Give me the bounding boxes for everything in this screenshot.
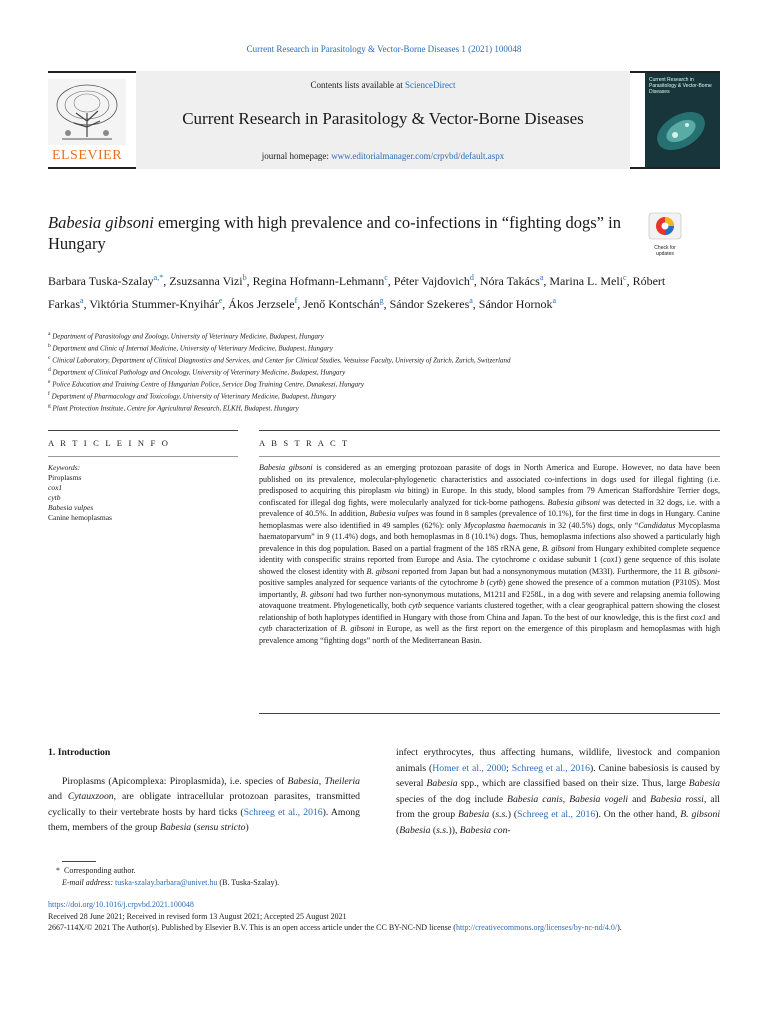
contents-prefix: Contents lists available at xyxy=(310,80,405,90)
footnote-symbol: * xyxy=(56,866,60,875)
footnote-rule xyxy=(62,861,96,862)
author-affiliation-mark[interactable]: a xyxy=(539,273,544,282)
author-affiliation-mark[interactable]: d xyxy=(469,273,474,282)
author-affiliation-mark[interactable]: c xyxy=(623,273,627,282)
author-name[interactable]: Barbara Tuska-Szalay xyxy=(48,274,154,288)
received-dates: Received 28 June 2021; Received in revised form 13 August 2021; Accepted 25 August 2021 xyxy=(48,911,347,921)
abstract-rule xyxy=(259,430,720,431)
affiliation-item: $^g$ Plant Protection Institute, Centre for Agricultural Research, ELKH, Budapest, Hungary xyxy=(48,402,299,412)
keywords-list xyxy=(48,473,238,523)
cover-art-icon xyxy=(645,73,720,167)
email-label: E-mail address: xyxy=(62,878,114,887)
author-name[interactable]: Marina L. Meli xyxy=(549,274,624,288)
affiliation-item: $^d$ Department of Clinical Pathology and Oncology, University of Veterinary Medicine, Budapest, Hungary xyxy=(48,366,346,377)
title-rest: emerging with high prevalence and co-infections in “fighting dogs” in Hungary xyxy=(48,213,621,253)
affiliation-mark: e xyxy=(48,378,51,385)
contents-line xyxy=(136,80,630,90)
sciencedirect-link[interactable]: ScienceDirect xyxy=(405,80,456,90)
abstract-heading: A B S T R A C T xyxy=(259,438,350,448)
author-affiliation-mark[interactable]: b xyxy=(242,273,247,282)
title-genus-species: Babesia gibsoni xyxy=(48,213,154,232)
copyright-suffix: ). xyxy=(617,923,622,932)
author-name[interactable]: Regina Hofmann-Lehmann xyxy=(252,274,385,288)
license-link[interactable]: http://creativecommons.org/licenses/by-nc-nd/4.0/ xyxy=(455,923,618,932)
journal-title[interactable]: Current Research in Parasitology & Vector-Borne Diseases xyxy=(182,109,584,128)
corresponding-label: Corresponding author. xyxy=(64,866,136,875)
affiliation-mark: g xyxy=(48,402,51,409)
author-name[interactable]: Jenő Kontschán xyxy=(303,297,380,311)
keyword: cytb xyxy=(48,493,61,502)
affiliation-mark: f xyxy=(48,390,50,397)
keyword: Canine hemoplasmas xyxy=(48,513,112,522)
author-list: Barbara Tuska-Szalay$^{a,*}$, Zsuzsanna Vizi$^b$, Regina Hofmann-Lehmann$^c$, Péter Vajdovich$^d$, Nóra Takács$^a$, Marina L. Meli$^c$, Róbert Farkas$^a$, Viktória Stummer-Knyihár$^e$, Ákos Jerzsele$^f$, Jenő Kontschán$^g$, Sándor Szekeres$^a$, Sándor Hornok$^a$ xyxy=(48,273,666,311)
affiliation-mark: c xyxy=(48,354,51,361)
article-info-rule xyxy=(48,430,238,431)
crossmark-label: Check for updates xyxy=(654,245,676,257)
reference-link[interactable]: Schreeg et al., 2016 xyxy=(511,762,590,774)
author-affiliation-mark[interactable]: g xyxy=(379,296,384,305)
footnotes xyxy=(48,865,728,889)
affiliation-mark: a xyxy=(48,331,51,337)
keyword: Piroplasms xyxy=(48,473,82,482)
affiliation-item: $^a$ Department of Parasitology and Zoology, University of Veterinary Medicine, Budapest, Hungary xyxy=(48,331,324,341)
affiliation-mark: d xyxy=(48,366,51,373)
elsevier-logo[interactable] xyxy=(48,77,126,165)
affiliation-item: $^c$ Clinical Laboratory, Department of Clinical Diagnostics and Services, and Center for Clinical Studies, Vetsuisse Faculty, University of Zurich, Zurich, Switzerland xyxy=(48,354,511,365)
keywords-box xyxy=(48,463,238,523)
journal-masthead xyxy=(48,71,720,169)
keywords-label: Keywords: xyxy=(48,463,81,472)
author-affiliation-mark[interactable]: c xyxy=(384,273,388,282)
abstract-text: Babesia gibsoni is considered as an emerging protozoan parasite of dogs in North America and Europe. However, no data have been published on its prevalence, molecular-phylogenetic characteristics and associated co-infections in dogs used for illegal fighting (i.e. predisposed to acquiring this piroplasm via biting) in Europe. In this study, blood samples from 79 American Staffordshire Terrier dogs, confiscated for illegal dog fights, were molecularly analyzed for tick-borne pathogens. Babesia gibsoni was detected in 32 dogs, i.e. with a prevalence of 40.5%. In addition, Babesia vulpes was found in 8 samples (prevalence of 10.1%), for the first time in dogs in Hungary. Canine hemoplasmas were also identified in 49 samples (62%): only Mycoplasma haemocanis in 32 (40.5%) dogs, only “Candidatus Mycoplasma haematoparvum” in 9 (11.4%) dogs, and both hemoplasmas in 8 (10.1%) dogs. Thus, hemoplasma infections also showed a particularly high prevalence in this dog population. Based on a partial fragment of the 18S rRNA gene, B. gibsoni from Hungary exhibited complete sequence identity with conspecific strains reported from Europe and Asia. The cytochrome c oxidase subunit 1 (cox1) gene sequence of this isolate showed the closest identity with B. gibsoni reported from Japan but had a nonsynonymous mutation (M33I). Furthermore, the 11 B. gibsoni-positive samples analyzed for sequence variants of the cytochrome b (cytb) gene showed the presence of a common mutation (P310S). Most importantly, B. gibsoni had two further non-synonymous mutations, M121I and F258L, in a dog with severe and relapsing anemia following atovaquone treatment. Phylogenetically, both cytb sequence variants clustered together, with a clear geographical pattern showing the closest relationship of both haplotypes identified in Hungary with those from China and Japan. To the best of our knowledge, this is the first cox1 and cytb characterization of B. gibsoni in Europe, as well as the first report on the emergence of this piroplasm and hemoplasmas with high prevalence among “fighting dogs” north of the Mediterranean Basin. xyxy=(259,463,721,645)
affiliation-item: $^f$ Department of Pharmacology and Toxicology, University of Veterinary Medicine, Budapest, Hungary xyxy=(48,390,336,400)
author-affiliation-mark[interactable]: a xyxy=(80,296,84,305)
author-affiliation-mark[interactable]: a xyxy=(469,296,473,305)
abstract-inner-rule xyxy=(259,456,720,457)
introduction-paragraph: Piroplasms (Apicomplexa: Piroplasmida), i.e. species of Babesia, Theileria and Cytauxzoon, are obligate intracellular protozoan parasites, transmitted cyclically to their vertebrate hosts by hard ticks (Schreeg et al., 2016). Among them, members of the group Babesia (sensu stricto) xyxy=(48,775,360,833)
keywords-rule xyxy=(48,456,238,457)
keyword: Babesia vulpes xyxy=(48,503,94,512)
copyright-text: 2667-114X/© 2021 The Author(s). Published by Elsevier B.V. This is an open access article under the CC BY-NC-ND license ( xyxy=(48,923,456,932)
author-affiliation-mark[interactable]: e xyxy=(218,296,223,305)
author-name[interactable]: Sándor Szekeres xyxy=(389,297,470,311)
affiliation-item: $^e$ Police Education and Training Centre of Hungarian Police, Service Dog Training Centre, Dunakeszi, Hungary xyxy=(48,378,364,389)
author-name[interactable]: Nóra Takács xyxy=(479,274,540,288)
abstract-bottom-rule xyxy=(259,713,720,714)
homepage-link[interactable]: www.editorialmanager.com/crpvbd/default.aspx xyxy=(331,151,505,161)
reference-link[interactable]: Schreeg et al., 2016 xyxy=(517,809,596,820)
keyword: cox1 xyxy=(48,483,63,492)
affiliation-list xyxy=(48,330,728,413)
homepage-prefix: journal homepage: xyxy=(261,151,332,161)
running-header[interactable]: Current Research in Parasitology & Vector-Borne Diseases 1 (2021) 100048 xyxy=(246,44,522,54)
journal-cover-thumbnail[interactable] xyxy=(645,73,720,167)
article-metadata xyxy=(48,899,720,934)
author-name[interactable]: Péter Vajdovich xyxy=(393,274,470,288)
author-name[interactable]: Zsuzsanna Vizi xyxy=(169,274,243,288)
author-name[interactable]: Ákos Jerzsele xyxy=(228,297,295,311)
author-affiliation-mark[interactable]: a xyxy=(552,296,557,305)
author-affiliation-mark[interactable]: f xyxy=(294,296,298,305)
author-name[interactable]: Sándor Hornok xyxy=(478,297,553,311)
author-affiliation-mark[interactable]: a,* xyxy=(153,273,164,282)
article-info-heading: A R T I C L E I N F O xyxy=(48,438,171,448)
check-for-updates-badge[interactable] xyxy=(648,212,682,257)
affiliation-item: $^b$ Department and Clinic of Internal Medicine, University of Veterinary Medicine, Budapest, Hungary xyxy=(48,342,333,353)
introduction-paragraph-cont: infect erythrocytes, thus affecting humans, wildlife, livestock and companion animals (Homer et al., 2000; Schreeg et al., 2016). Canine babesiosis is caused by several Babesia spp., which are classified based on their size. Thus, large Babesia species of the dog include Babesia canis, Babesia vogeli and Babesia rossi, all from the group Babesia (s.s.) (Schreeg et al., 2016). On the other hand, B. gibsoni (Babesia (s.s.)), Babesia con- xyxy=(396,747,721,836)
body-column-right xyxy=(396,745,720,838)
reference-link[interactable]: Schreeg et al., 2016 xyxy=(243,806,323,818)
email-note xyxy=(48,877,728,889)
homepage-line xyxy=(136,151,630,161)
affiliation-mark: b xyxy=(48,342,51,349)
reference-link[interactable]: Homer et al., 2000 xyxy=(432,762,507,774)
publisher-name: ELSEVIER xyxy=(51,148,123,163)
doi-link[interactable]: https://doi.org/10.1016/j.crpvbd.2021.100048 xyxy=(48,900,194,909)
copyright-line xyxy=(48,922,720,934)
body-column-left xyxy=(48,745,360,836)
email-link[interactable]: tuska-szalay.barbara@univet.hu xyxy=(115,878,218,887)
introduction-heading: 1. Introduction xyxy=(48,747,111,758)
crossmark-icon xyxy=(648,212,682,240)
cover-title: Current Research in Parasitology & Vector-Borne Diseases xyxy=(649,77,712,95)
author-name[interactable]: Viktória Stummer-Knyihár xyxy=(89,297,219,311)
masthead-center xyxy=(136,71,630,169)
author-name[interactable]: Róbert Farkas xyxy=(48,274,666,311)
article-title xyxy=(48,212,628,254)
email-suffix: (B. Tuska-Szalay). xyxy=(217,878,280,887)
corresponding-author-note xyxy=(48,865,728,877)
